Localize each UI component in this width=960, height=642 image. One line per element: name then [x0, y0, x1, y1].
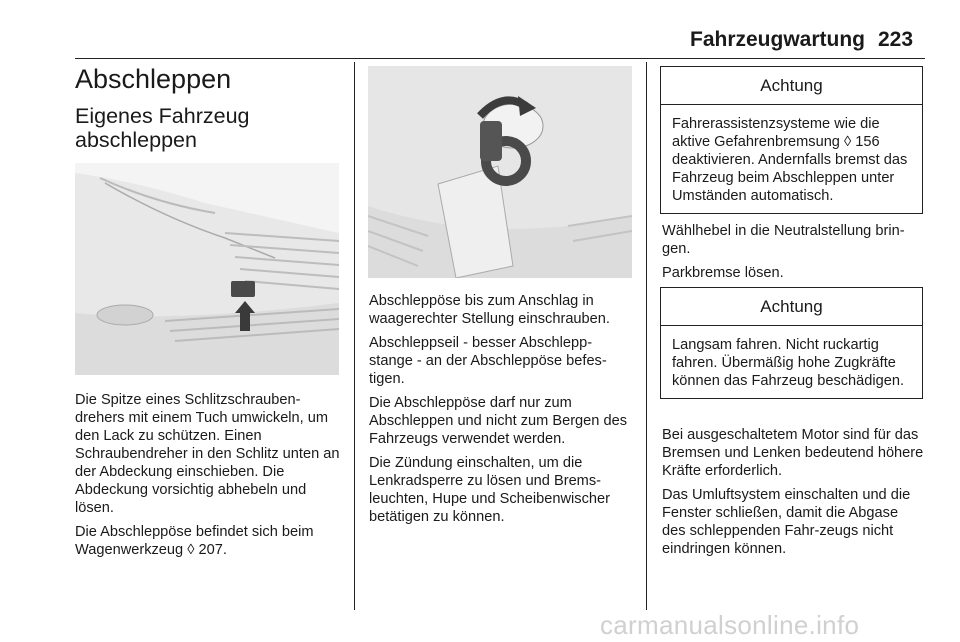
- paragraph: Parkbremse lösen.: [662, 265, 784, 281]
- column-1-text: [75, 391, 345, 565]
- page-number: 223: [878, 28, 914, 51]
- subsection-title: Eigenes Fahrzeug abschleppen: [75, 104, 250, 152]
- warning-text: Langsam fahren. Nicht ruckartig fahren. Übermäßig hohe Zugkräfte können das Fahrzeug beschädigen.: [672, 337, 905, 389]
- watermark: carmanualsonline.info: [600, 610, 860, 640]
- paragraph: Die Zündung einschalten, um die Lenkradsperre zu lösen und Brems-leuchten, Hupe und Scheibenwischer betätigen zu können.: [369, 455, 610, 525]
- warning-heading: Achtung: [661, 288, 922, 326]
- header-divider: [75, 58, 925, 59]
- column-divider-1: [354, 62, 355, 610]
- warning-box-1: [660, 66, 923, 214]
- column-3-text-b: [662, 426, 924, 564]
- warning-heading: Achtung: [661, 67, 922, 105]
- figure-front-bumper-cover: [75, 163, 339, 375]
- paragraph: Abschleppöse bis zum Anschlag in waagerechter Stellung einschrauben.: [369, 293, 610, 327]
- towing-eye-illustration: [368, 66, 632, 278]
- warning-box-2: [660, 287, 923, 399]
- paragraph: Wählhebel in die Neutralstellung brin-gen.: [662, 223, 905, 257]
- running-header-title: Fahrzeugwartung: [690, 28, 866, 51]
- paragraph: Die Abschleppöse darf nur zum Abschleppen und nicht zum Bergen des Fahrzeugs verwendet werden.: [369, 395, 627, 447]
- paragraph: Bei ausgeschaltetem Motor sind für das Bremsen und Lenken bedeutend höhere Kräfte erforderlich.: [662, 427, 924, 479]
- column-3-text-a: [662, 222, 924, 288]
- paragraph: Die Abschleppöse befindet sich beim Wagenwerkzeug ◊ 207.: [75, 524, 314, 558]
- paragraph: Abschleppseil - besser Abschlepp-stange - an der Abschleppöse befes-tigen.: [369, 335, 607, 387]
- section-title: Abschleppen: [75, 64, 232, 94]
- column-divider-2: [646, 62, 647, 610]
- column-2-text: [369, 292, 633, 532]
- warning-text: Fahrerassistenzsysteme wie die aktive Gefahrenbremsung ◊ 156 deaktivieren. Andernfalls bremst das Fahrzeug beim Abschleppen unter Umständen automatisch.: [672, 116, 908, 204]
- figure-towing-eye: [368, 66, 632, 278]
- paragraph: Das Umluftsystem einschalten und die Fenster schließen, damit die Abgase des schleppenden Fahr-zeugs nicht eindringen können.: [662, 487, 911, 557]
- paragraph: Die Spitze eines Schlitzschrauben-drehers mit einem Tuch umwickeln, um den Lack zu schützen. Einen Schraubendreher in den Schlitz unten an der Abdeckung einschieben. Die Abdeckung vorsichtig abhebeln und lösen.: [75, 392, 340, 516]
- front-bumper-illustration: [75, 163, 339, 375]
